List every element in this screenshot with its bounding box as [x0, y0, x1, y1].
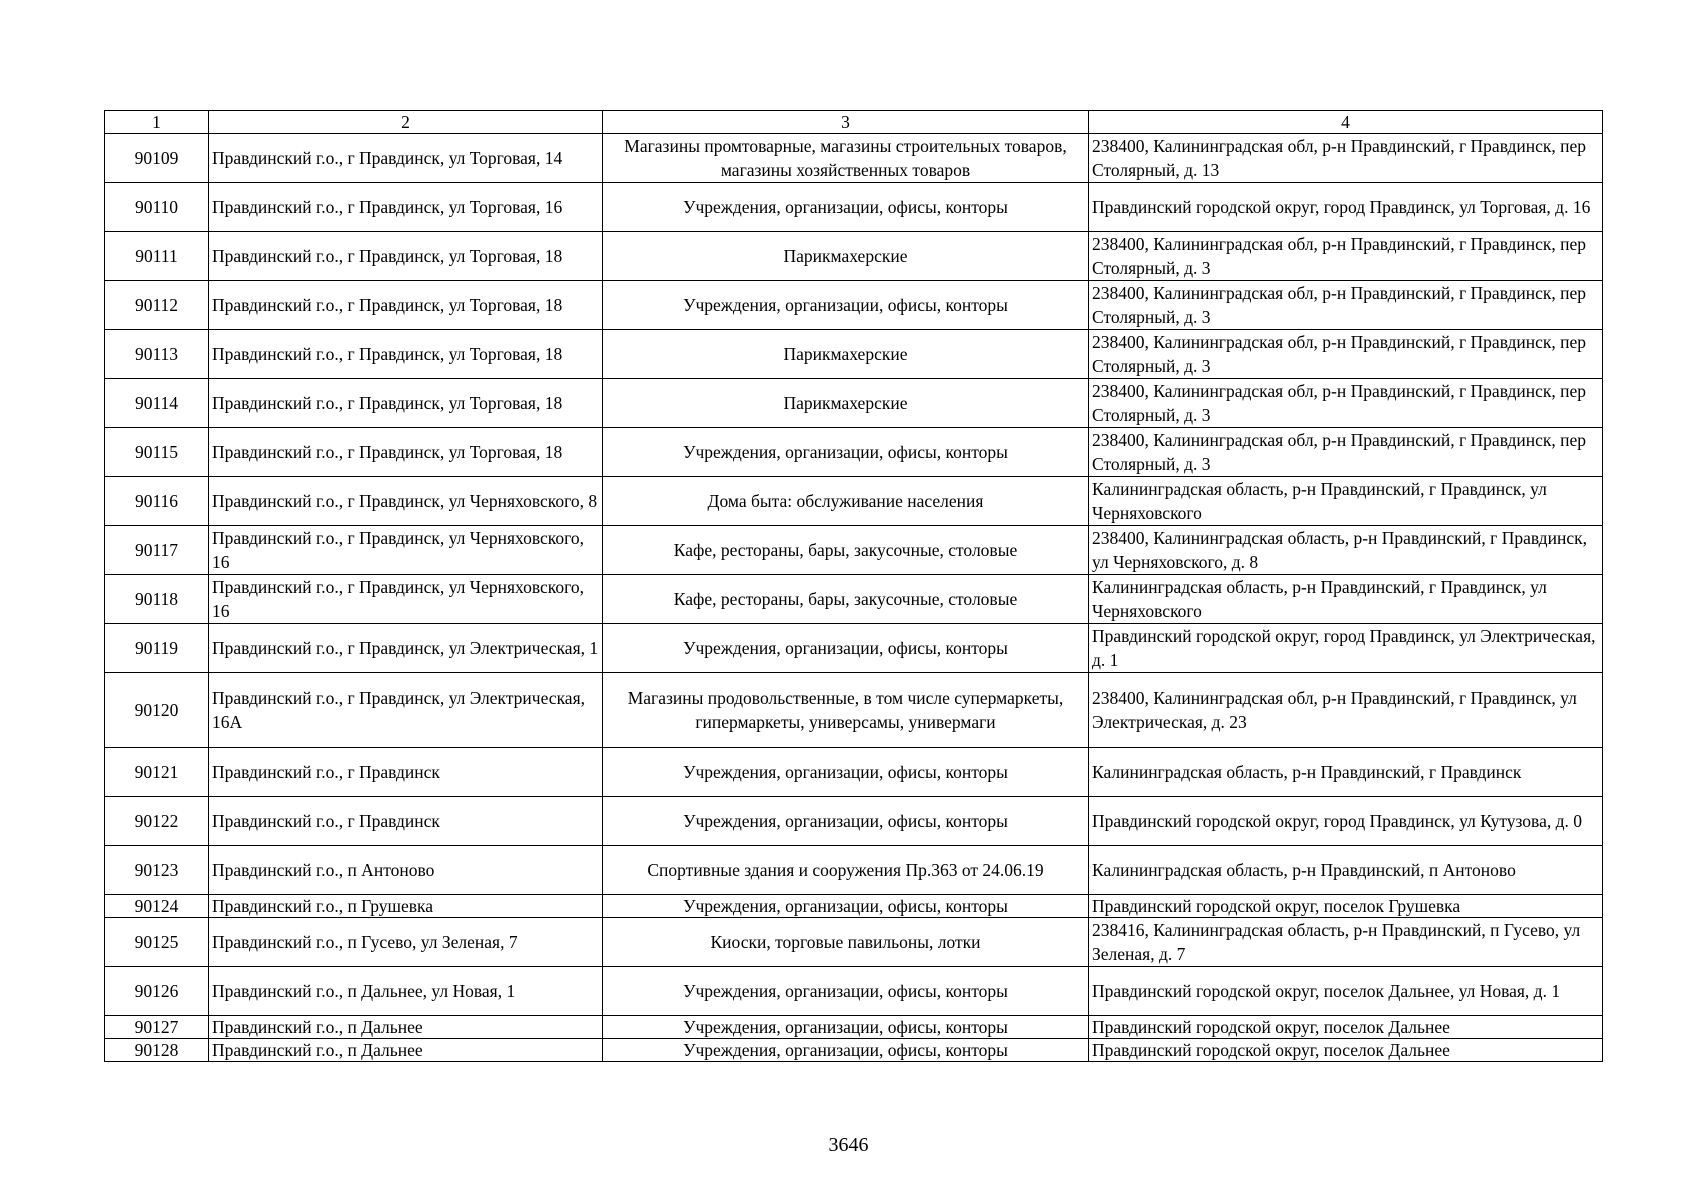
row-object-type: Кафе, рестораны, бары, закусочные, столовые: [603, 526, 1089, 575]
table-row: [105, 895, 1603, 918]
column-header: 4: [1089, 111, 1603, 134]
row-object-type: Спортивные здания и сооружения Пр.363 от 24.06.19: [603, 846, 1089, 895]
table-row: [105, 673, 1603, 748]
row-address: Калининградская область, р-н Правдинский, г Правдинск, ул Черняховского: [1089, 575, 1603, 624]
row-id: 90119: [105, 624, 209, 673]
row-id: 90123: [105, 846, 209, 895]
row-id: 90124: [105, 895, 209, 918]
table-row: [105, 281, 1603, 330]
row-object-type: Учреждения, организации, офисы, конторы: [603, 967, 1089, 1016]
row-address: Правдинский городской округ, поселок Дальнее, ул Новая, д. 1: [1089, 967, 1603, 1016]
row-object-type: Кафе, рестораны, бары, закусочные, столовые: [603, 575, 1089, 624]
row-object-type: Магазины промтоварные, магазины строительных товаров, магазины хозяйственных товаров: [603, 134, 1089, 183]
row-address: 238400, Калининградская обл, р-н Правдинский, г Правдинск, пер Столярный, д. 3: [1089, 330, 1603, 379]
row-object-type: Парикмахерские: [603, 232, 1089, 281]
row-location: Правдинский г.о., п Грушевка: [209, 895, 603, 918]
row-address: 238400, Калининградская обл, р-н Правдинский, г Правдинск, пер Столярный, д. 3: [1089, 281, 1603, 330]
row-id: 90116: [105, 477, 209, 526]
table-row: [105, 526, 1603, 575]
table-row: [105, 1016, 1603, 1039]
table-header-row: [105, 111, 1603, 134]
row-object-type: Магазины продовольственные, в том числе супермаркеты, гипермаркеты, универсамы, универмаги: [603, 673, 1089, 748]
row-address: Калининградская область, р-н Правдинский, п Антоново: [1089, 846, 1603, 895]
table-row: [105, 967, 1603, 1016]
row-location: Правдинский г.о., г Правдинск, ул Электрическая, 1: [209, 624, 603, 673]
row-address: Правдинский городской округ, город Правдинск, ул Электрическая, д. 1: [1089, 624, 1603, 673]
row-location: Правдинский г.о., г Правдинск, ул Торговая, 18: [209, 232, 603, 281]
row-address: Калининградская область, р-н Правдинский, г Правдинск: [1089, 748, 1603, 797]
row-id: 90109: [105, 134, 209, 183]
row-id: 90111: [105, 232, 209, 281]
table-row: [105, 797, 1603, 846]
row-id: 90120: [105, 673, 209, 748]
row-id: 90121: [105, 748, 209, 797]
row-object-type: Учреждения, организации, офисы, конторы: [603, 1016, 1089, 1039]
row-id: 90127: [105, 1016, 209, 1039]
table-row: [105, 748, 1603, 797]
row-object-type: Парикмахерские: [603, 379, 1089, 428]
row-location: Правдинский г.о., п Антоново: [209, 846, 603, 895]
row-address: Правдинский городской округ, поселок Грушевка: [1089, 895, 1603, 918]
row-object-type: Парикмахерские: [603, 330, 1089, 379]
table-row: [105, 846, 1603, 895]
column-header: 1: [105, 111, 209, 134]
row-address: Правдинский городской округ, поселок Дальнее: [1089, 1016, 1603, 1039]
row-address: 238416, Калининградская область, р-н Правдинский, п Гусево, ул Зеленая, д. 7: [1089, 918, 1603, 967]
row-id: 90115: [105, 428, 209, 477]
row-id: 90128: [105, 1039, 209, 1062]
row-address: 238400, Калининградская область, р-н Правдинский, г Правдинск, ул Черняховского, д. 8: [1089, 526, 1603, 575]
row-location: Правдинский г.о., г Правдинск: [209, 748, 603, 797]
row-location: Правдинский г.о., г Правдинск: [209, 797, 603, 846]
row-object-type: Учреждения, организации, офисы, конторы: [603, 895, 1089, 918]
row-location: Правдинский г.о., п Гусево, ул Зеленая, 7: [209, 918, 603, 967]
row-address: Правдинский городской округ, город Правдинск, ул Торговая, д. 16: [1089, 183, 1603, 232]
row-address: 238400, Калининградская обл, р-н Правдинский, г Правдинск, ул Электрическая, д. 23: [1089, 673, 1603, 748]
row-id: 90126: [105, 967, 209, 1016]
row-id: 90125: [105, 918, 209, 967]
row-id: 90118: [105, 575, 209, 624]
row-address: 238400, Калининградская обл, р-н Правдинский, г Правдинск, пер Столярный, д. 3: [1089, 379, 1603, 428]
row-id: 90112: [105, 281, 209, 330]
row-location: Правдинский г.о., г Правдинск, ул Электрическая, 16А: [209, 673, 603, 748]
row-id: 90117: [105, 526, 209, 575]
table-row: [105, 330, 1603, 379]
row-address: Калининградская область, р-н Правдинский, г Правдинск, ул Черняховского: [1089, 477, 1603, 526]
row-address: 238400, Калининградская обл, р-н Правдинский, г Правдинск, пер Столярный, д. 3: [1089, 428, 1603, 477]
row-location: Правдинский г.о., г Правдинск, ул Торговая, 18: [209, 379, 603, 428]
row-location: Правдинский г.о., г Правдинск, ул Торговая, 18: [209, 428, 603, 477]
row-id: 90110: [105, 183, 209, 232]
row-object-type: Учреждения, организации, офисы, конторы: [603, 624, 1089, 673]
row-object-type: Учреждения, организации, офисы, конторы: [603, 428, 1089, 477]
row-id: 90122: [105, 797, 209, 846]
row-id: 90114: [105, 379, 209, 428]
row-object-type: Учреждения, организации, офисы, конторы: [603, 281, 1089, 330]
table-row: [105, 379, 1603, 428]
row-address: Правдинский городской округ, поселок Дальнее: [1089, 1039, 1603, 1062]
column-header: 2: [209, 111, 603, 134]
table-row: [105, 1039, 1603, 1062]
row-address: Правдинский городской округ, город Правдинск, ул Кутузова, д. 0: [1089, 797, 1603, 846]
column-header: 3: [603, 111, 1089, 134]
page-number: 3646: [828, 1134, 869, 1156]
data-table: [104, 110, 1603, 1062]
table-row: [105, 183, 1603, 232]
row-object-type: Учреждения, организации, офисы, конторы: [603, 1039, 1089, 1062]
row-location: Правдинский г.о., п Дальнее: [209, 1039, 603, 1062]
row-address: 238400, Калининградская обл, р-н Правдинский, г Правдинск, пер Столярный, д. 3: [1089, 232, 1603, 281]
table-row: [105, 918, 1603, 967]
table-row: [105, 134, 1603, 183]
row-location: Правдинский г.о., г Правдинск, ул Торговая, 16: [209, 183, 603, 232]
row-object-type: Дома быта: обслуживание населения: [603, 477, 1089, 526]
table-row: [105, 624, 1603, 673]
row-object-type: Киоски, торговые павильоны, лотки: [603, 918, 1089, 967]
table-row: [105, 232, 1603, 281]
row-location: Правдинский г.о., г Правдинск, ул Черняховского, 16: [209, 526, 603, 575]
table-row: [105, 575, 1603, 624]
row-location: Правдинский г.о., г Правдинск, ул Черняховского, 16: [209, 575, 603, 624]
row-id: 90113: [105, 330, 209, 379]
table-row: [105, 477, 1603, 526]
row-object-type: Учреждения, организации, офисы, конторы: [603, 797, 1089, 846]
row-location: Правдинский г.о., г Правдинск, ул Торговая, 18: [209, 330, 603, 379]
row-object-type: Учреждения, организации, офисы, конторы: [603, 748, 1089, 797]
row-location: Правдинский г.о., п Дальнее, ул Новая, 1: [209, 967, 603, 1016]
table-row: [105, 428, 1603, 477]
row-location: Правдинский г.о., г Правдинск, ул Черняховского, 8: [209, 477, 603, 526]
row-location: Правдинский г.о., п Дальнее: [209, 1016, 603, 1039]
row-address: 238400, Калининградская обл, р-н Правдинский, г Правдинск, пер Столярный, д. 13: [1089, 134, 1603, 183]
row-location: Правдинский г.о., г Правдинск, ул Торговая, 14: [209, 134, 603, 183]
row-location: Правдинский г.о., г Правдинск, ул Торговая, 18: [209, 281, 603, 330]
row-object-type: Учреждения, организации, офисы, конторы: [603, 183, 1089, 232]
